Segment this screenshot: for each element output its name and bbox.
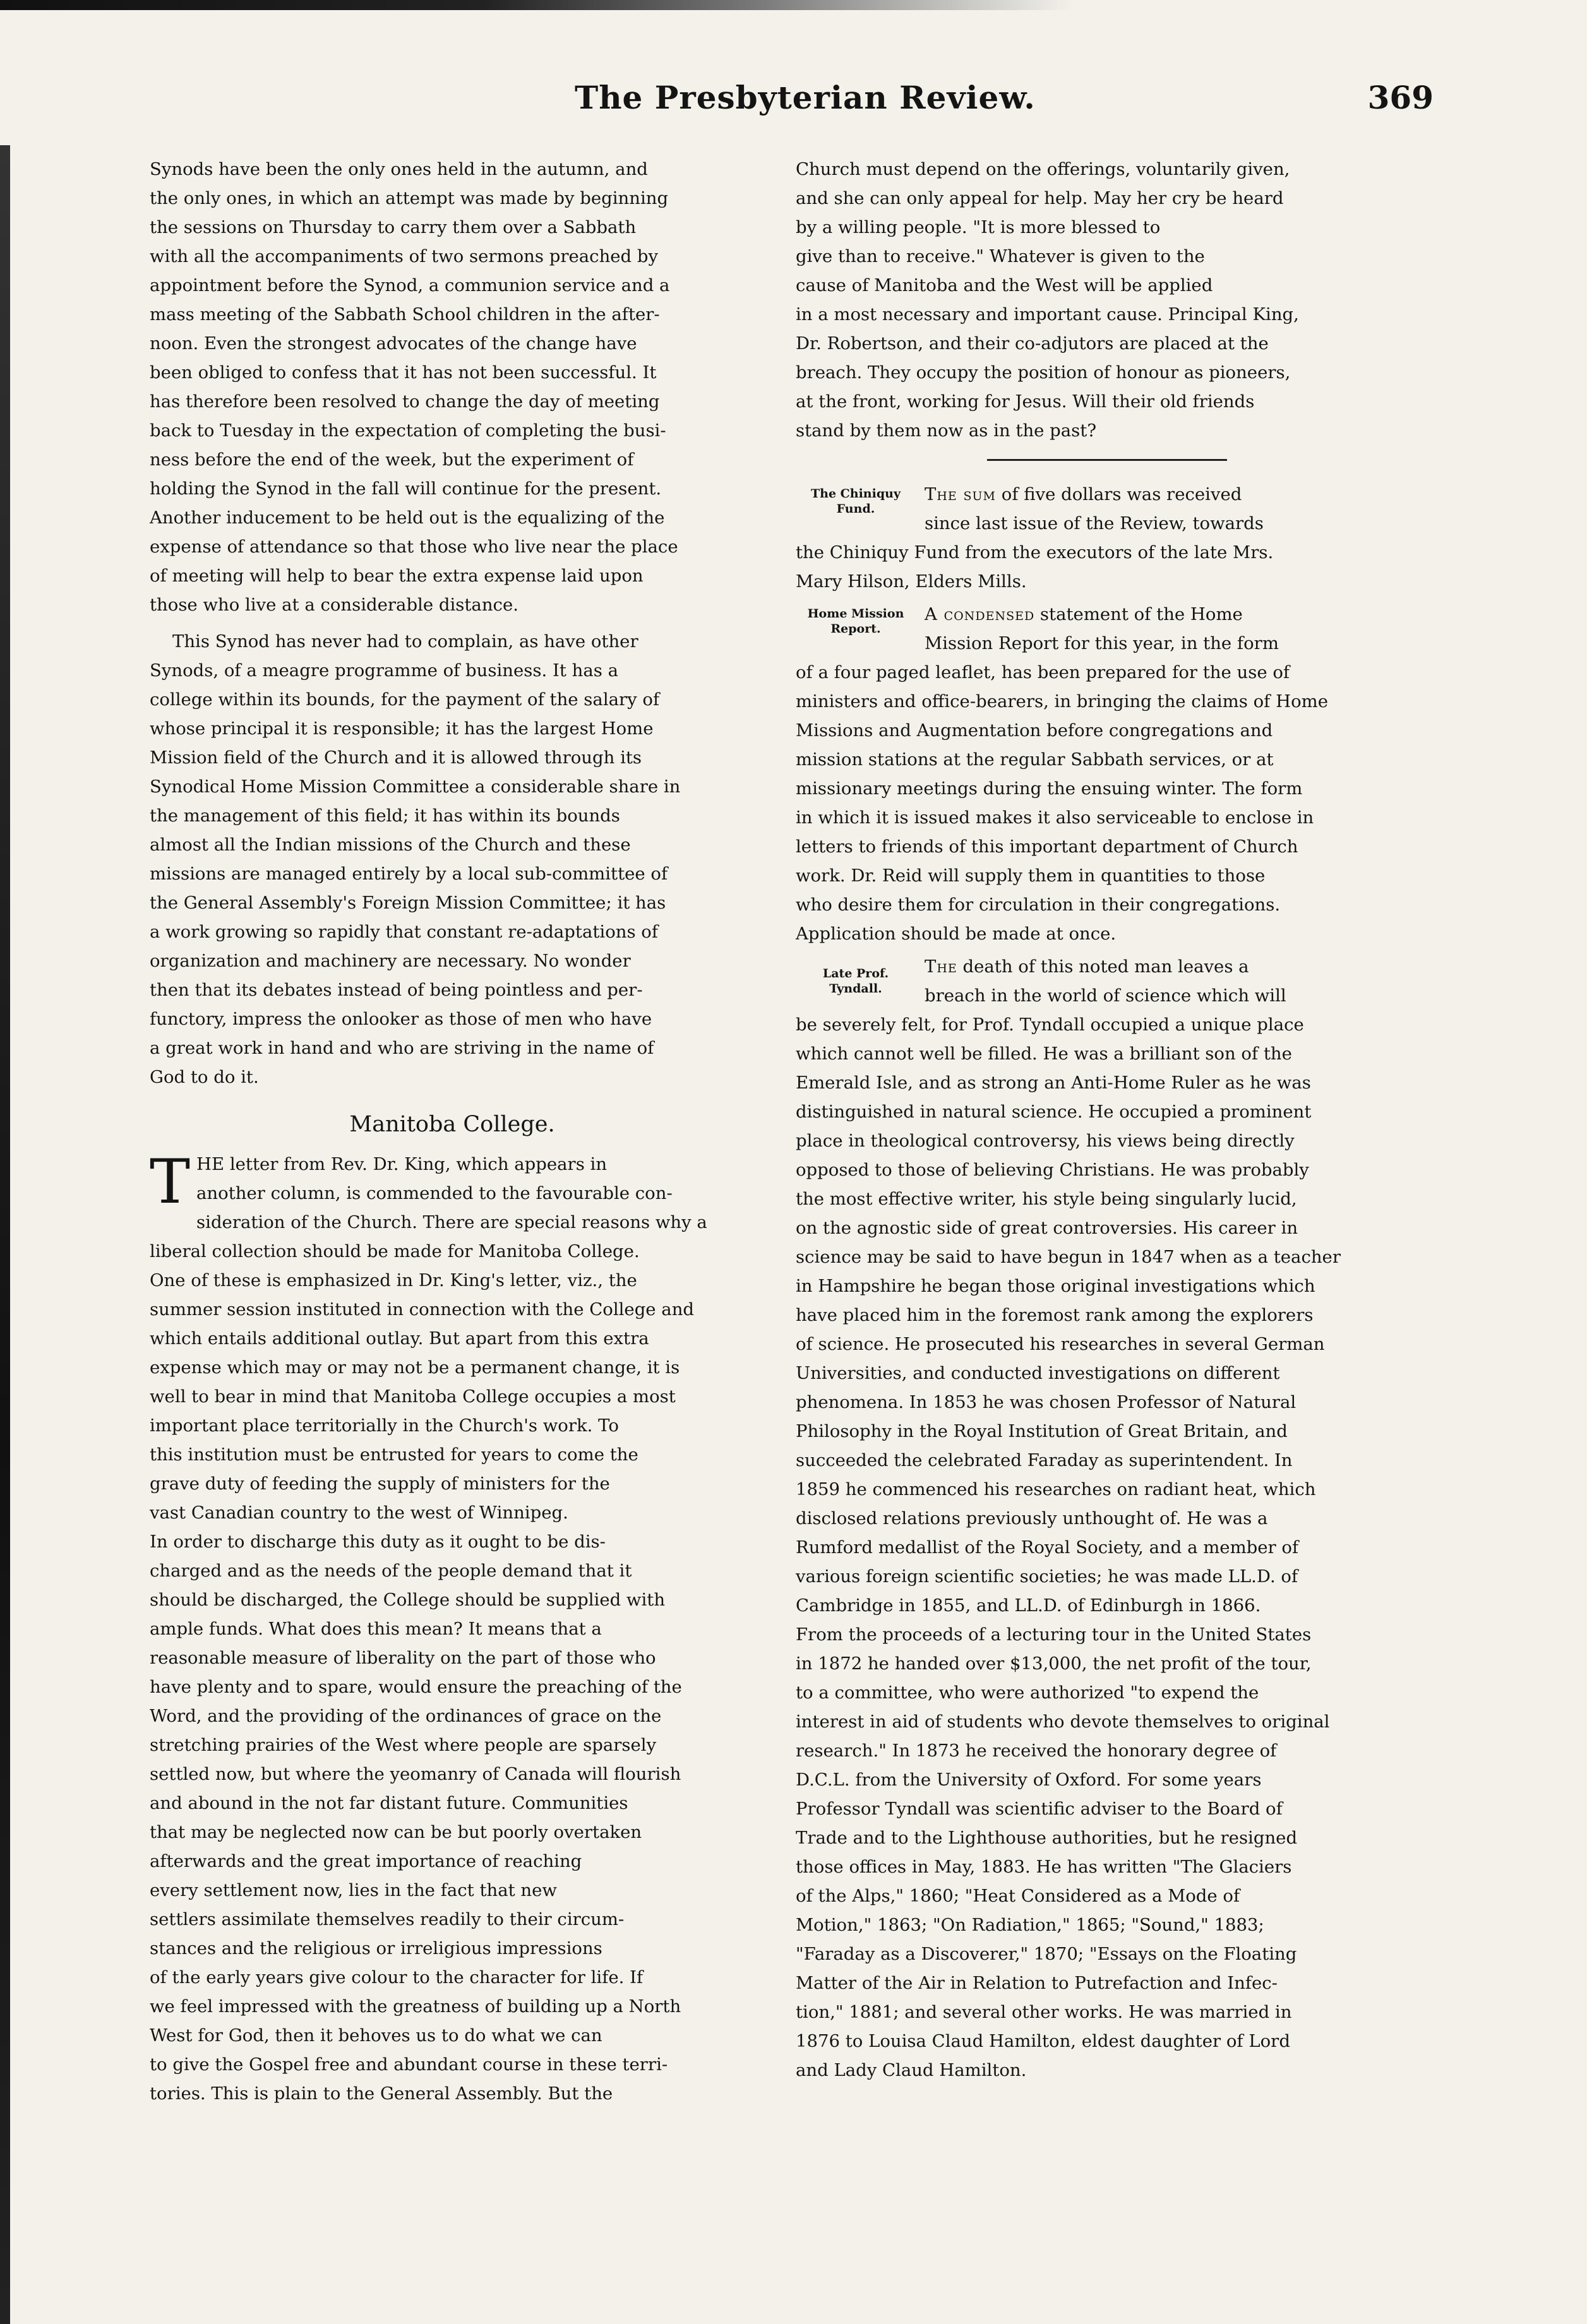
section-divider [987, 459, 1227, 461]
manitoba-college-article [150, 1147, 755, 2108]
page-number: 369 [1367, 79, 1434, 116]
top-border-rule [0, 0, 1074, 10]
left-column [150, 155, 755, 2108]
home-mission-lead: A condensed [925, 604, 1035, 624]
home-mission-body: statement of the Home Mission Report for this year, in the form of a four paged leaflet, has been prepared for the use of ministers and office-bearers, in bringing the claims of Home Missions and Augmentation before congregations and mission stations at the regular Sabbath services, or at missionary meetings during the ensuing winter. The form in which it is issued makes it also serviceable to enclose in letters to friends of this important department of Church work. Dr. Reid will supply them in quantities to those who desire them for circulation in their congregations. Application should be made at once. [796, 604, 1328, 944]
side-note-chiniquy: The Chiniquy Fund. [811, 487, 901, 516]
manitoba-continuation-paragraph: Church must depend on the offerings, voluntarily given, and she can only appeal for help. May her cry be heard by a willing people. "It is more blessed to give than to receive." Whatever is given to the cause of Manitoba and the West will be applied in a most necessary and important cause. Principal King, Dr. Robertson, and their co-adjutors are placed at the breach. They occupy the position of honour as pioneers, at the front, working for Jesus. Will their old friends stand by them now as in the past? [796, 159, 1299, 441]
chiniquy-body: of five dollars was received since last issue of the Review, towards the Chiniquy Fund from the executors of the late Mrs. Mary Hilson, Elders Mills. [796, 484, 1274, 592]
tyndall-text [796, 952, 1418, 2085]
home-mission-text [796, 600, 1418, 948]
tyndall-lead: The [925, 956, 957, 977]
drop-cap: T [150, 1147, 191, 1217]
left-binding-edge [0, 145, 10, 2324]
side-note-home-mission: Home Mission Report. [807, 607, 904, 636]
chiniquy-lead: The sum [925, 484, 997, 504]
manitoba-college-paragraph: HE letter from Rev. Dr. King, which appears in another column, is commended to the favourable con- sideration of the Church. There are special reasons why a liberal collection should be made for Manitoba College. One of these is emphasized in Dr. King's letter, viz., the summer session instituted in connection with the College and which entails additional outlay. But apart from this extra expense which may or may not be a permanent change, it is well to bear in mind that Manitoba College occupies a most important place territorially in the Church's work. To this institution must be entrusted for years to come the grave duty of feeding the supply of ministers for the vast Canadian country to the west of Winnipeg. In order to discharge this duty as it ought to be dis- charged and as the needs of the people demand that it should be discharged, the College should be supplied with ample funds. What does this mean? It means that a reasonable measure of liberality on the part of those who have plenty and to spare, would ensure the preaching of the Word, and the providing of the ordinances of grace on the stretching prairies of the West where people are sparsely settled now, but where the yeomanry of Canada will flourish and abound in the not far distant future. Communities that may be neglected now can be but poorly overtaken afterwards and the great importance of reaching every settlement now, lies in the fact that new settlers assimilate themselves readily to their circum- stances and the religious or irreligious impressions of the early years give colour to the character for life. If we feel impressed with the greatness of building up a North West for God, then it behoves us to do what we can to give the Gospel free and abundant course in these terri- tories. This is plain to the General Assembly. But the [150, 1154, 707, 2104]
right-column [796, 155, 1418, 2089]
tyndall-obituary [796, 952, 1418, 2085]
side-note-tyndall: Late Prof. Tyndall. [822, 967, 889, 996]
running-title: The Presbyterian Review. [575, 79, 1036, 116]
synod-paragraph-1: Synods have been the only ones held in the autumn, and the only ones, in which an attempt was made by beginning the sessions on Thursday to carry them over a Sabbath with all the accompaniments of two sermons preached by appointment before the Synod, a communion service and a mass meeting of the Sabbath School children in the after- noon. Even the strongest advocates of the change have been obliged to confess that it has not been successful. It has therefore been resolved to change the day of meeting back to Tuesday in the expectation of completing the busi- ness before the end of the week, but the experiment of holding the Synod in the fall will continue for the present. Another inducement to be held out is the equalizing of the expense of attendance so that those who live near the place of meeting will help to bear the extra expense laid upon those who live at a considerable distance. [150, 159, 678, 615]
page-header [575, 79, 1434, 148]
home-mission-report-notice [796, 600, 1418, 948]
section-heading-manitoba-college: Manitoba College. [349, 1112, 555, 1137]
synod-paragraph-2: This Synod has never had to complain, as have other Synods, of a meagre programme of business. It has a college within its bounds, for the payment of the salary of whose principal it is responsible; it has the largest Home Mission field of the Church and it is allowed through its Synodical Home Mission Committee a considerable share in the management of this field; it has within its bounds almost all the Indian missions of the Church and these missions are managed entirely by a local sub-committee of the General Assembly's Foreign Mission Committee; it has a work growing so rapidly that constant re-adaptations of organization and machinery are necessary. No wonder then that its debates instead of being pointless and per- functory, impress the onlooker as those of men who have a great work in hand and who are striving in the name of God to do it. [150, 631, 681, 1087]
tyndall-body: death of this noted man leaves a breach in the world of science which will be severely felt, for Prof. Tyndall occupied a unique place which cannot well be filled. He was a brilliant son of the Emerald Isle, and as strong an Anti-Home Ruler as he was distinguished in natural science. He occupied a prominent place in theological controversy, his views being directly opposed to those of believing Christians. He was probably the most effective writer, his style being singularly lucid, on the agnostic side of great controversies. His career in science may be said to have begun in 1847 when as a teacher in Hampshire he began those original investigations which have placed him in the foremost rank among the explorers of science. He prosecuted his researches in several German Universities, and conducted investigations on different phenomena. In 1853 he was chosen Professor of Natural Philosophy in the Royal Institution of Great Britain, and succeeded the celebrated Faraday as superintendent. In 1859 he commenced his researches on radiant heat, which disclosed relations previously unthought of. He was a Rumford medallist of the Royal Society, and a member of various foreign scientific societies; he was made LL.D. of Cambridge in 1855, and LL.D. of Edinburgh in 1866. From the proceeds of a lecturing tour in the United States in 1872 he handed over $13,000, the net profit of the tour, to a committee, who were authorized "to expend the interest in aid of students who devote themselves to original research." In 1873 he received the honorary degree of D.C.L. from the University of Oxford. For some years Professor Tyndall was scientific adviser to the Board of Trade and to the Lighthouse authorities, but he resigned those offices in May, 1883. He has written "The Glaciers of the Alps," 1860; "Heat Considered as a Mode of Motion," 1863; "On Radiation," 1865; "Sound," 1883; "Faraday as a Discoverer," 1870; "Essays on the Floating Matter of the Air in Relation to Putrefaction and Infec- tion," 1881; and several other works. He was married in 1876 to Louisa Claud Hamilton, eldest daughter of Lord and Lady Claud Hamilton. [796, 956, 1341, 2080]
chiniquy-fund-notice [796, 480, 1418, 596]
